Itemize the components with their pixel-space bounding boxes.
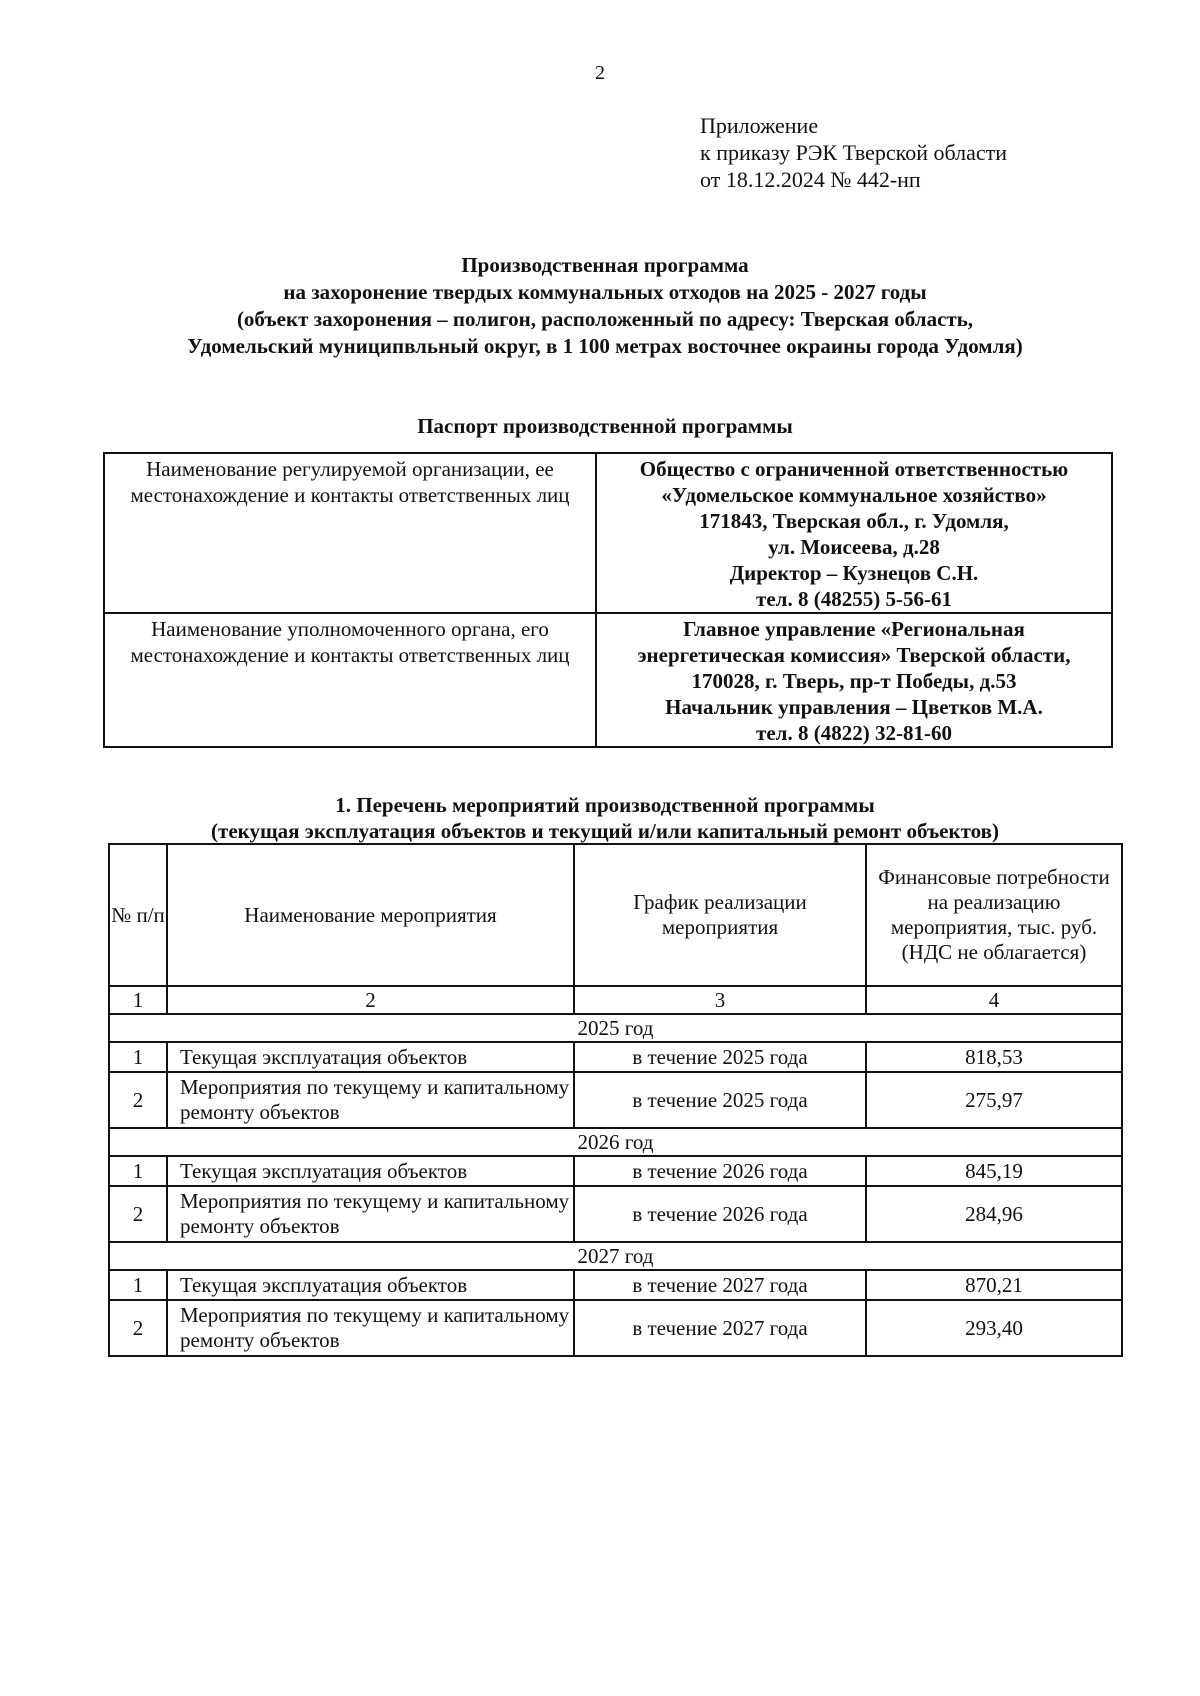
title-line: Удомельский муниципвльный округ, в 1 100 метрах восточнее окраины города Удомля) bbox=[187, 334, 1023, 358]
row-schedule: в течение 2027 года bbox=[574, 1270, 866, 1300]
org-line: Директор – Кузнецов С.Н. bbox=[729, 561, 979, 585]
table-row bbox=[109, 1270, 1122, 1300]
authority-line: 170028, г. Тверь, пр-т Победы, д.53 bbox=[691, 669, 1017, 693]
org-label: Наименование регулируемой организации, ее местонахождение и контакты ответственных лиц bbox=[104, 453, 596, 613]
row-schedule: в течение 2025 года bbox=[574, 1042, 866, 1072]
row-name: Мероприятия по текущему и капитальному ремонту объектов bbox=[167, 1300, 574, 1356]
year-label: 2027 год bbox=[109, 1242, 1122, 1270]
section-title bbox=[100, 792, 1110, 844]
passport-heading: Паспорт производственной программы bbox=[417, 414, 793, 438]
appendix-line: Приложение bbox=[700, 113, 819, 138]
column-number: 2 bbox=[167, 986, 574, 1014]
row-schedule: в течение 2027 года bbox=[574, 1300, 866, 1356]
section-title-line: (текущая эксплуатация объектов и текущий и/или капитальный ремонт объектов) bbox=[211, 819, 999, 843]
org-line: Общество с ограниченной ответственностью bbox=[639, 457, 1069, 481]
row-name: Текущая эксплуатация объектов bbox=[167, 1042, 574, 1072]
table-row bbox=[109, 1186, 1122, 1242]
column-number: 1 bbox=[109, 986, 167, 1014]
org-line: ул. Моисеева, д.28 bbox=[768, 535, 940, 559]
authority-label: Наименование уполномоченного органа, его местонахождение и контакты ответственных лиц bbox=[104, 613, 596, 747]
passport-row-authority bbox=[104, 613, 1112, 747]
row-num: 1 bbox=[109, 1042, 167, 1072]
title-line: на захоронение твердых коммунальных отходов на 2025 - 2027 годы bbox=[283, 280, 927, 304]
passport-table bbox=[103, 452, 1113, 748]
row-num: 2 bbox=[109, 1186, 167, 1242]
row-schedule: в течение 2026 года bbox=[574, 1186, 866, 1242]
table-row bbox=[109, 1042, 1122, 1072]
title-line: (объект захоронения – полигон, расположенный по адресу: Тверская область, bbox=[236, 307, 974, 331]
row-name: Текущая эксплуатация объектов bbox=[167, 1156, 574, 1186]
row-num: 1 bbox=[109, 1156, 167, 1186]
row-schedule: в течение 2025 года bbox=[574, 1072, 866, 1128]
column-number-row bbox=[109, 986, 1122, 1014]
column-number: 3 bbox=[574, 986, 866, 1014]
row-amount: 284,96 bbox=[866, 1186, 1122, 1242]
row-name: Мероприятия по текущему и капитальному ремонту объектов bbox=[167, 1186, 574, 1242]
table-row bbox=[109, 1300, 1122, 1356]
title-line: Производственная программа bbox=[461, 253, 749, 277]
authority-details bbox=[596, 613, 1112, 747]
page-number: 2 bbox=[595, 62, 605, 84]
year-row-2025 bbox=[109, 1014, 1122, 1042]
section-title-line: 1. Перечень мероприятий производственной программы bbox=[335, 793, 875, 817]
org-line: «Удомельское коммунальное хозяйство» bbox=[661, 483, 1047, 507]
authority-line: Начальник управления – Цветков М.А. bbox=[665, 695, 1043, 719]
row-amount: 275,97 bbox=[866, 1072, 1122, 1128]
header-finance: Финансовые потребности на реализацию мероприятия, тыс. руб. (НДС не облагается) bbox=[866, 844, 1122, 986]
authority-line: Главное управление «Региональная bbox=[683, 617, 1025, 641]
row-amount: 293,40 bbox=[866, 1300, 1122, 1356]
row-name: Мероприятия по текущему и капитальному ремонту объектов bbox=[167, 1072, 574, 1128]
appendix-line: от 18.12.2024 № 442-нп bbox=[700, 167, 921, 192]
column-number: 4 bbox=[866, 986, 1122, 1014]
passport-row-organization bbox=[104, 453, 1112, 613]
table-row bbox=[109, 1156, 1122, 1186]
row-name: Текущая эксплуатация объектов bbox=[167, 1270, 574, 1300]
row-num: 1 bbox=[109, 1270, 167, 1300]
org-line: тел. 8 (48255) 5-56-61 bbox=[756, 587, 952, 611]
header-num: № п/п bbox=[109, 844, 167, 986]
org-details bbox=[596, 453, 1112, 613]
header-row bbox=[109, 844, 1122, 986]
document-title bbox=[100, 252, 1110, 360]
year-row-2027 bbox=[109, 1242, 1122, 1270]
year-label: 2026 год bbox=[109, 1128, 1122, 1156]
authority-line: энергетическая комиссия» Тверской области, bbox=[637, 643, 1071, 667]
table-row bbox=[109, 1072, 1122, 1128]
authority-line: тел. 8 (4822) 32-81-60 bbox=[756, 721, 952, 745]
header-name: Наименование мероприятия bbox=[167, 844, 574, 986]
row-amount: 845,19 bbox=[866, 1156, 1122, 1186]
year-row-2026 bbox=[109, 1128, 1122, 1156]
appendix-line: к приказу РЭК Тверской области bbox=[700, 140, 1008, 165]
row-amount: 818,53 bbox=[866, 1042, 1122, 1072]
header-schedule: График реализации мероприятия bbox=[574, 844, 866, 986]
measures-table bbox=[108, 843, 1123, 1357]
row-amount: 870,21 bbox=[866, 1270, 1122, 1300]
row-schedule: в течение 2026 года bbox=[574, 1156, 866, 1186]
row-num: 2 bbox=[109, 1072, 167, 1128]
org-line: 171843, Тверская обл., г. Удомля, bbox=[699, 509, 1009, 533]
row-num: 2 bbox=[109, 1300, 167, 1356]
appendix-block bbox=[700, 112, 1007, 193]
year-label: 2025 год bbox=[109, 1014, 1122, 1042]
